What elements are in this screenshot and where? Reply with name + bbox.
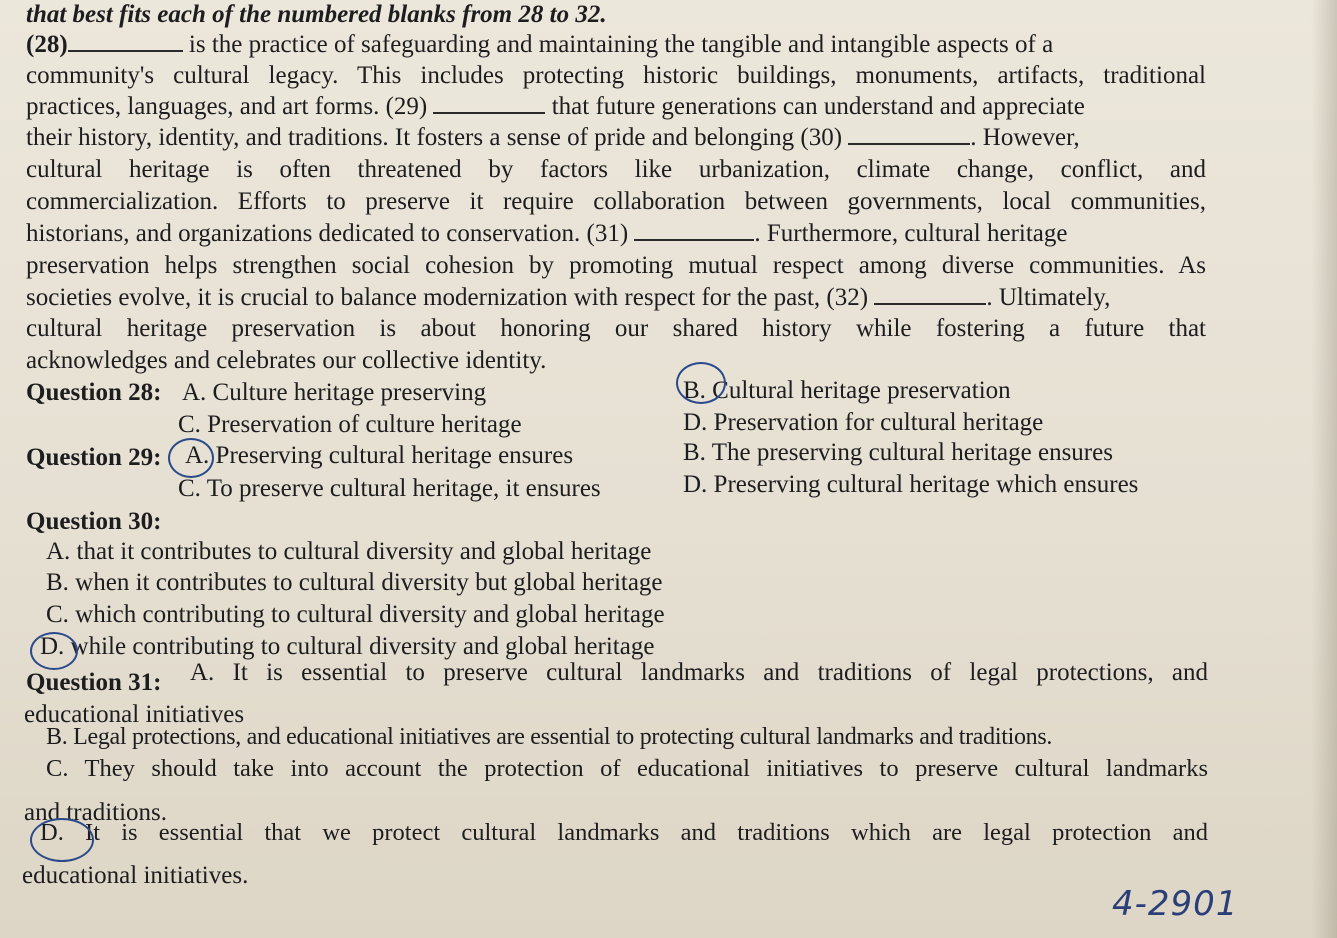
passage-line-6: commercialization. Efforts to preserve it require collaboration between governments, local communities,: [26, 188, 1206, 215]
q28-option-a[interactable]: A. Culture heritage preserving: [182, 379, 487, 406]
blank-28: [68, 30, 183, 52]
blank-29: [433, 92, 545, 114]
q31-option-d[interactable]: D. It is essential that we protect cultural landmarks and traditions which are legal protection and: [40, 819, 1208, 846]
passage-line-3: practices, languages, and art forms. (29) that future generations can understand and appreciate: [26, 93, 1085, 120]
q31-option-c[interactable]: C. They should take into account the protection of educational initiatives to preserve cultural landmarks: [46, 755, 1208, 782]
q31-option-c-cont: and traditions.: [24, 799, 168, 826]
q28-option-d[interactable]: D. Preservation for cultural heritage: [683, 409, 1044, 436]
passage-line-2: community's cultural legacy. This includes protecting historic buildings, monuments, artifacts, traditional: [26, 62, 1206, 89]
question-30-label: Question 30:: [26, 508, 162, 535]
passage-line-9: societies evolve, it is crucial to balance modernization with respect for the past, (32) . Ultimately,: [26, 284, 1111, 311]
instruction-text: that best fits each of the numbered blanks from 28 to 32.: [26, 1, 607, 28]
q28-option-c[interactable]: C. Preservation of culture heritage: [178, 411, 522, 438]
passage-line-1: (28) is the practice of safeguarding and maintaining the tangible and intangible aspects of a: [26, 31, 1054, 58]
page-shadow: [1311, 0, 1337, 938]
passage-line-8: preservation helps strengthen social cohesion by promoting mutual respect among diverse communities. As: [26, 252, 1206, 279]
q30-option-c[interactable]: C. which contributing to cultural diversity and global heritage: [46, 601, 665, 628]
blank-28-label: (28): [26, 31, 68, 58]
handwritten-note: 4-2901: [1112, 884, 1239, 924]
q28-option-b[interactable]: B. Cultural heritage preservation: [683, 377, 1011, 404]
question-29-label: Question 29:: [26, 444, 162, 471]
passage-line-5: cultural heritage is often threatened by factors like urbanization, climate change, conflict, and: [26, 156, 1206, 183]
blank-31: [634, 219, 754, 241]
q31-option-d-cont: educational initiatives.: [22, 862, 249, 889]
q30-option-d[interactable]: D. while contributing to cultural diversity and global heritage: [40, 633, 655, 660]
passage-line-7: historians, and organizations dedicated to conservation. (31) . Furthermore, cultural heritage: [26, 220, 1068, 247]
question-28-label: Question 28:: [26, 379, 162, 406]
q30-option-a[interactable]: A. that it contributes to cultural diversity and global heritage: [46, 538, 652, 565]
passage-line-11: acknowledges and celebrates our collective identity.: [26, 347, 547, 374]
q29-option-c[interactable]: C. To preserve cultural heritage, it ensures: [178, 475, 601, 502]
q31-option-a-cont: educational initiatives: [24, 701, 245, 728]
q30-option-b[interactable]: B. when it contributes to cultural diversity but global heritage: [46, 569, 663, 596]
q29-option-b[interactable]: B. The preserving cultural heritage ensures: [683, 439, 1113, 466]
blank-32: [874, 283, 986, 305]
passage-line-4: their history, identity, and traditions. It fosters a sense of pride and belonging (30) . However,: [26, 124, 1080, 151]
passage-line-10: cultural heritage preservation is about honoring our shared history while fostering a future that: [26, 315, 1206, 342]
q31-option-b[interactable]: B. Legal protections, and educational initiatives are essential to protecting cultural landmarks and traditions.: [46, 724, 1053, 750]
q31-option-a[interactable]: A. It is essential to preserve cultural landmarks and traditions of legal protections, and: [190, 659, 1208, 686]
q29-option-d[interactable]: D. Preserving cultural heritage which ensures: [683, 471, 1139, 498]
blank-30: [848, 123, 970, 145]
question-31-label: Question 31:: [26, 669, 162, 696]
q29-option-a[interactable]: A. Preserving cultural heritage ensures: [185, 442, 574, 469]
